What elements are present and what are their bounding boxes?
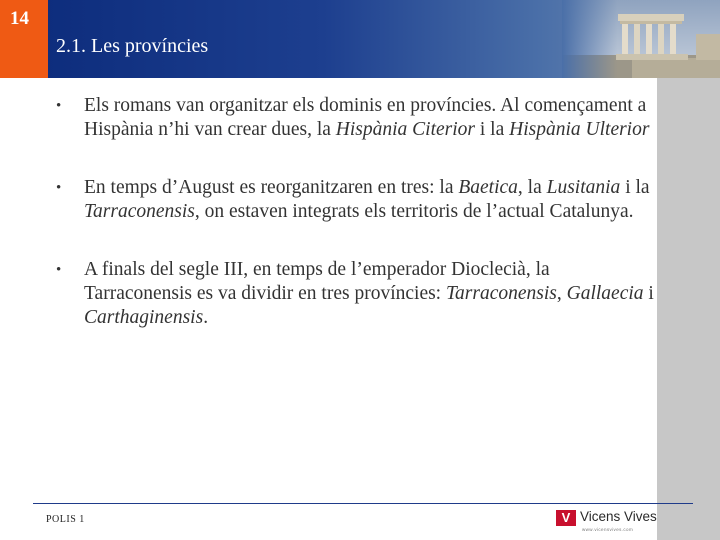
italic-term: Tarraconensis — [84, 201, 195, 222]
slide-title: 2.1. Les províncies — [56, 35, 209, 57]
text-segment: , on estaven integrats els territoris de l’actual Catalunya. — [194, 201, 634, 222]
slide-content — [56, 94, 656, 330]
footer-series-label: POLIS 1 — [46, 514, 85, 525]
footer-divider — [33, 503, 693, 504]
bullet-dot-icon: • — [56, 262, 62, 278]
text-segment: i la — [475, 119, 510, 140]
italic-term: Baetica — [458, 177, 518, 198]
bullet-paragraph — [56, 176, 656, 224]
greek-temple-photo — [562, 0, 720, 78]
text-segment: En temps d’August es reorganitzaren en tres: la — [84, 177, 459, 198]
text-segment: , la — [517, 177, 547, 198]
bullet-paragraph — [56, 94, 656, 142]
text-segment: A finals del segle III, en temps de l’emperador Dioclecià, la Tarraconensis es va dividir en tres províncies: — [84, 259, 550, 304]
page-number: 14 — [10, 8, 29, 29]
italic-term: Carthaginensis — [84, 307, 204, 328]
text-segment: Els romans van organitzar els dominis en províncies. Al començament a Hispània n’hi van crear dues, la — [84, 95, 647, 140]
bullet-dot-icon: • — [56, 180, 62, 196]
text-segment: , — [556, 283, 567, 304]
page-number-box — [0, 0, 48, 78]
italic-term: Lusitania — [546, 177, 621, 198]
text-segment: i la — [620, 177, 650, 198]
bullet-paragraph — [56, 258, 656, 330]
bullet-dot-icon: • — [56, 98, 62, 114]
text-segment: . — [203, 307, 209, 328]
italic-term: Hispània Ulterior — [509, 119, 650, 140]
side-strip — [657, 78, 720, 540]
text-segment: i — [643, 283, 654, 304]
italic-term: Tarraconensis — [445, 283, 557, 304]
logo-mark-icon: V — [556, 510, 576, 526]
italic-term: Gallaecia — [566, 283, 644, 304]
logo-name: Vicens Vives — [580, 509, 657, 524]
italic-term: Hispània Citerior — [335, 119, 476, 140]
logo-url: www.vicensvives.com — [582, 527, 634, 532]
publisher-logo — [556, 508, 657, 534]
